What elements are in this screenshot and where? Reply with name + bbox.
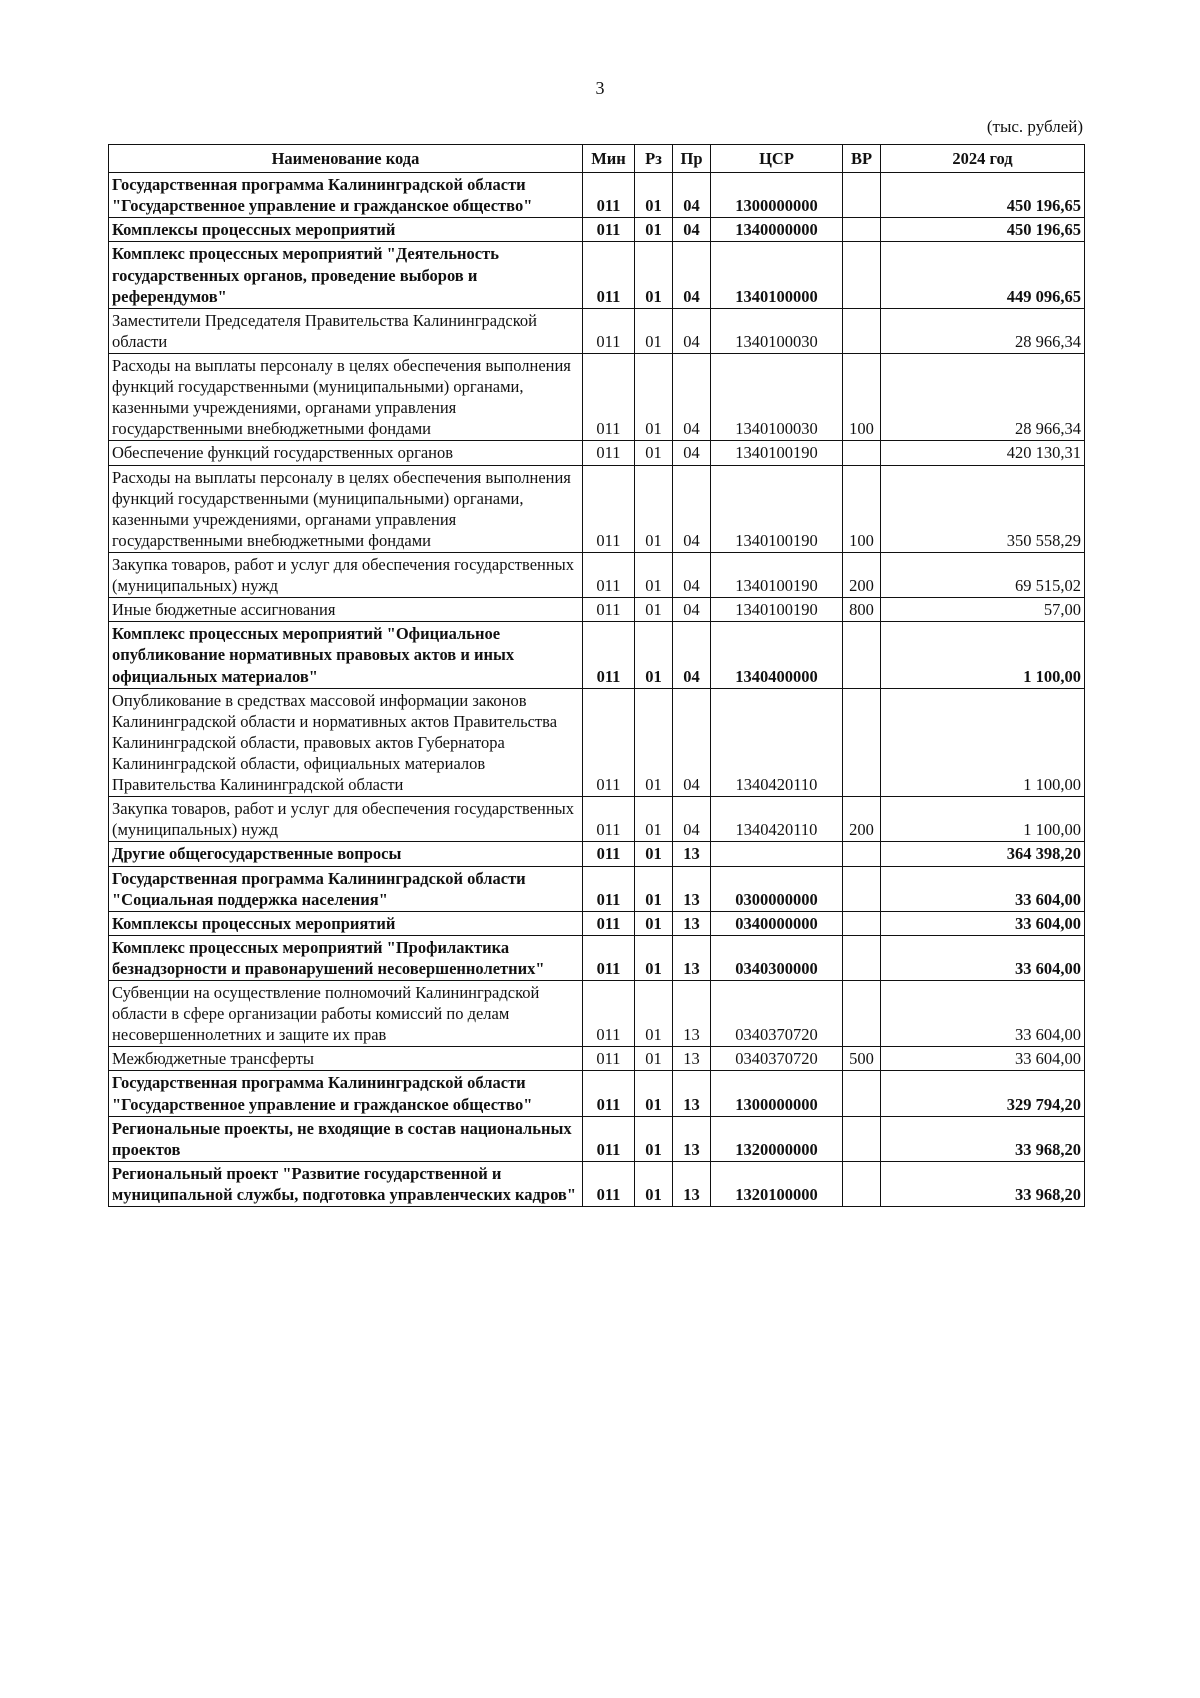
cell-min: 011 xyxy=(583,981,635,1047)
cell-csr: 0340300000 xyxy=(711,935,843,980)
table-row xyxy=(109,1161,1085,1206)
cell-vr: 100 xyxy=(843,465,881,552)
cell-min: 011 xyxy=(583,911,635,935)
table-row xyxy=(109,622,1085,688)
cell-amount: 1 100,00 xyxy=(881,797,1085,842)
table-header-row xyxy=(109,145,1085,173)
cell-csr: 1340400000 xyxy=(711,622,843,688)
header-pr: Пр xyxy=(673,145,711,173)
cell-pr: 04 xyxy=(673,622,711,688)
cell-csr xyxy=(711,842,843,866)
cell-rz: 01 xyxy=(635,1071,673,1116)
cell-amount: 28 966,34 xyxy=(881,308,1085,353)
cell-rz: 01 xyxy=(635,441,673,465)
cell-pr: 13 xyxy=(673,866,711,911)
cell-vr xyxy=(843,981,881,1047)
cell-name: Межбюджетные трансферты xyxy=(109,1047,583,1071)
cell-csr: 1340100030 xyxy=(711,308,843,353)
cell-csr: 1340000000 xyxy=(711,218,843,242)
cell-name: Закупка товаров, работ и услуг для обеспечения государственных (муниципальных) нужд xyxy=(109,797,583,842)
cell-min: 011 xyxy=(583,1116,635,1161)
table-row xyxy=(109,173,1085,218)
table-row xyxy=(109,598,1085,622)
cell-name: Комплекс процессных мероприятий "Деятельность государственных органов, проведение выборов и референдумов" xyxy=(109,242,583,308)
cell-pr: 04 xyxy=(673,465,711,552)
cell-csr: 1340100190 xyxy=(711,465,843,552)
cell-pr: 13 xyxy=(673,1161,711,1206)
cell-vr: 100 xyxy=(843,353,881,440)
cell-name: Расходы на выплаты персоналу в целях обеспечения выполнения функций государственными (муниципальными) органами, казенными учреждениями, органами управления государственными внебюджетными фондами xyxy=(109,465,583,552)
cell-name: Субвенции на осуществление полномочий Калининградской области в сфере организации работы комиссий по делам несовершеннолетних и защите их прав xyxy=(109,981,583,1047)
cell-csr: 1340100190 xyxy=(711,552,843,597)
cell-rz: 01 xyxy=(635,173,673,218)
table-row xyxy=(109,797,1085,842)
cell-vr xyxy=(843,935,881,980)
table-row xyxy=(109,353,1085,440)
cell-name: Комплекс процессных мероприятий "Профилактика безнадзорности и правонарушений несовершеннолетних" xyxy=(109,935,583,980)
header-csr: ЦСР xyxy=(711,145,843,173)
cell-rz: 01 xyxy=(635,218,673,242)
cell-name: Государственная программа Калининградской области "Государственное управление и гражданское общество" xyxy=(109,1071,583,1116)
cell-vr xyxy=(843,1161,881,1206)
cell-amount: 28 966,34 xyxy=(881,353,1085,440)
budget-table xyxy=(108,144,1085,1207)
cell-amount: 450 196,65 xyxy=(881,218,1085,242)
cell-amount: 33 604,00 xyxy=(881,866,1085,911)
table-row xyxy=(109,981,1085,1047)
cell-rz: 01 xyxy=(635,353,673,440)
cell-vr xyxy=(843,441,881,465)
cell-min: 011 xyxy=(583,308,635,353)
cell-pr: 04 xyxy=(673,308,711,353)
table-row xyxy=(109,242,1085,308)
cell-vr xyxy=(843,173,881,218)
table-row xyxy=(109,842,1085,866)
cell-amount: 57,00 xyxy=(881,598,1085,622)
cell-rz: 01 xyxy=(635,935,673,980)
cell-min: 011 xyxy=(583,218,635,242)
table-row xyxy=(109,866,1085,911)
cell-vr: 200 xyxy=(843,797,881,842)
cell-csr: 1320100000 xyxy=(711,1161,843,1206)
cell-pr: 04 xyxy=(673,552,711,597)
cell-vr xyxy=(843,218,881,242)
cell-amount: 33 604,00 xyxy=(881,935,1085,980)
table-row xyxy=(109,441,1085,465)
cell-min: 011 xyxy=(583,465,635,552)
cell-min: 011 xyxy=(583,797,635,842)
cell-amount: 1 100,00 xyxy=(881,622,1085,688)
cell-amount: 33 968,20 xyxy=(881,1161,1085,1206)
cell-rz: 01 xyxy=(635,1116,673,1161)
cell-name: Комплексы процессных мероприятий xyxy=(109,218,583,242)
cell-pr: 04 xyxy=(673,598,711,622)
cell-vr xyxy=(843,622,881,688)
cell-csr: 0300000000 xyxy=(711,866,843,911)
table-row xyxy=(109,308,1085,353)
header-rz: Рз xyxy=(635,145,673,173)
cell-vr xyxy=(843,911,881,935)
cell-csr: 0340000000 xyxy=(711,911,843,935)
cell-min: 011 xyxy=(583,1071,635,1116)
cell-name: Региональные проекты, не входящие в состав национальных проектов xyxy=(109,1116,583,1161)
cell-pr: 04 xyxy=(673,797,711,842)
cell-pr: 04 xyxy=(673,173,711,218)
cell-name: Заместители Председателя Правительства Калининградской области xyxy=(109,308,583,353)
cell-amount: 420 130,31 xyxy=(881,441,1085,465)
cell-name: Иные бюджетные ассигнования xyxy=(109,598,583,622)
cell-name: Другие общегосударственные вопросы xyxy=(109,842,583,866)
cell-amount: 33 604,00 xyxy=(881,911,1085,935)
cell-min: 011 xyxy=(583,353,635,440)
cell-vr xyxy=(843,866,881,911)
cell-amount: 329 794,20 xyxy=(881,1071,1085,1116)
cell-name: Государственная программа Калининградской области "Социальная поддержка населения" xyxy=(109,866,583,911)
cell-vr: 800 xyxy=(843,598,881,622)
table-row xyxy=(109,911,1085,935)
cell-pr: 04 xyxy=(673,242,711,308)
cell-min: 011 xyxy=(583,242,635,308)
table-row xyxy=(109,688,1085,797)
table-row xyxy=(109,1116,1085,1161)
cell-rz: 01 xyxy=(635,1047,673,1071)
cell-min: 011 xyxy=(583,935,635,980)
cell-name: Региональный проект "Развитие государственной и муниципальной службы, подготовка управленческих кадров" xyxy=(109,1161,583,1206)
cell-csr: 1340420110 xyxy=(711,797,843,842)
cell-rz: 01 xyxy=(635,866,673,911)
cell-pr: 04 xyxy=(673,218,711,242)
cell-amount: 69 515,02 xyxy=(881,552,1085,597)
cell-pr: 13 xyxy=(673,1071,711,1116)
cell-name: Государственная программа Калининградской области "Государственное управление и гражданское общество" xyxy=(109,173,583,218)
cell-vr: 200 xyxy=(843,552,881,597)
cell-rz: 01 xyxy=(635,911,673,935)
header-vr: ВР xyxy=(843,145,881,173)
table-row xyxy=(109,1071,1085,1116)
table-row xyxy=(109,465,1085,552)
cell-rz: 01 xyxy=(635,242,673,308)
cell-min: 011 xyxy=(583,598,635,622)
cell-rz: 01 xyxy=(635,688,673,797)
cell-name: Расходы на выплаты персоналу в целях обеспечения выполнения функций государственными (муниципальными) органами, казенными учреждениями, органами управления государственными внебюджетными фондами xyxy=(109,353,583,440)
cell-amount: 449 096,65 xyxy=(881,242,1085,308)
units-note: (тыс. рублей) xyxy=(986,117,1083,136)
cell-rz: 01 xyxy=(635,622,673,688)
cell-pr: 13 xyxy=(673,1047,711,1071)
cell-pr: 13 xyxy=(673,842,711,866)
cell-min: 011 xyxy=(583,1161,635,1206)
cell-min: 011 xyxy=(583,842,635,866)
cell-csr: 0340370720 xyxy=(711,981,843,1047)
cell-name: Комплекс процессных мероприятий "Официальное опубликование нормативных правовых актов и иных официальных материалов" xyxy=(109,622,583,688)
cell-csr: 0340370720 xyxy=(711,1047,843,1071)
cell-amount: 364 398,20 xyxy=(881,842,1085,866)
header-name: Наименование кода xyxy=(109,145,583,173)
cell-name: Комплексы процессных мероприятий xyxy=(109,911,583,935)
cell-rz: 01 xyxy=(635,797,673,842)
cell-min: 011 xyxy=(583,1047,635,1071)
cell-amount: 33 968,20 xyxy=(881,1116,1085,1161)
cell-pr: 13 xyxy=(673,935,711,980)
cell-min: 011 xyxy=(583,552,635,597)
cell-min: 011 xyxy=(583,688,635,797)
cell-vr xyxy=(843,242,881,308)
page-number: 3 xyxy=(595,78,605,98)
cell-vr xyxy=(843,688,881,797)
cell-vr xyxy=(843,1116,881,1161)
cell-amount: 450 196,65 xyxy=(881,173,1085,218)
cell-csr: 1340100190 xyxy=(711,598,843,622)
cell-amount: 33 604,00 xyxy=(881,1047,1085,1071)
cell-csr: 1340420110 xyxy=(711,688,843,797)
header-min: Мин xyxy=(583,145,635,173)
cell-min: 011 xyxy=(583,173,635,218)
cell-csr: 1340100190 xyxy=(711,441,843,465)
cell-amount: 1 100,00 xyxy=(881,688,1085,797)
cell-pr: 04 xyxy=(673,441,711,465)
cell-pr: 04 xyxy=(673,353,711,440)
cell-vr: 500 xyxy=(843,1047,881,1071)
cell-vr xyxy=(843,842,881,866)
cell-rz: 01 xyxy=(635,465,673,552)
cell-min: 011 xyxy=(583,866,635,911)
cell-rz: 01 xyxy=(635,552,673,597)
header-year: 2024 год xyxy=(881,145,1085,173)
table-row xyxy=(109,218,1085,242)
cell-vr xyxy=(843,308,881,353)
cell-csr: 1300000000 xyxy=(711,1071,843,1116)
cell-pr: 04 xyxy=(673,688,711,797)
cell-pr: 13 xyxy=(673,1116,711,1161)
cell-vr xyxy=(843,1071,881,1116)
cell-amount: 350 558,29 xyxy=(881,465,1085,552)
table-row xyxy=(109,935,1085,980)
cell-csr: 1340100030 xyxy=(711,353,843,440)
cell-rz: 01 xyxy=(635,308,673,353)
cell-name: Закупка товаров, работ и услуг для обеспечения государственных (муниципальных) нужд xyxy=(109,552,583,597)
cell-csr: 1320000000 xyxy=(711,1116,843,1161)
cell-rz: 01 xyxy=(635,981,673,1047)
cell-name: Обеспечение функций государственных органов xyxy=(109,441,583,465)
cell-min: 011 xyxy=(583,622,635,688)
table-row xyxy=(109,1047,1085,1071)
cell-pr: 13 xyxy=(673,981,711,1047)
cell-amount: 33 604,00 xyxy=(881,981,1085,1047)
cell-csr: 1300000000 xyxy=(711,173,843,218)
cell-csr: 1340100000 xyxy=(711,242,843,308)
cell-pr: 13 xyxy=(673,911,711,935)
cell-name: Опубликование в средствах массовой информации законов Калининградской области и нормативных актов Правительства Калининградской области, правовых актов Губернатора Калининградской области, официальных материалов Правительства Калининградской области xyxy=(109,688,583,797)
cell-rz: 01 xyxy=(635,1161,673,1206)
cell-min: 011 xyxy=(583,441,635,465)
cell-rz: 01 xyxy=(635,598,673,622)
cell-rz: 01 xyxy=(635,842,673,866)
table-row xyxy=(109,552,1085,597)
table-body xyxy=(109,173,1085,1207)
